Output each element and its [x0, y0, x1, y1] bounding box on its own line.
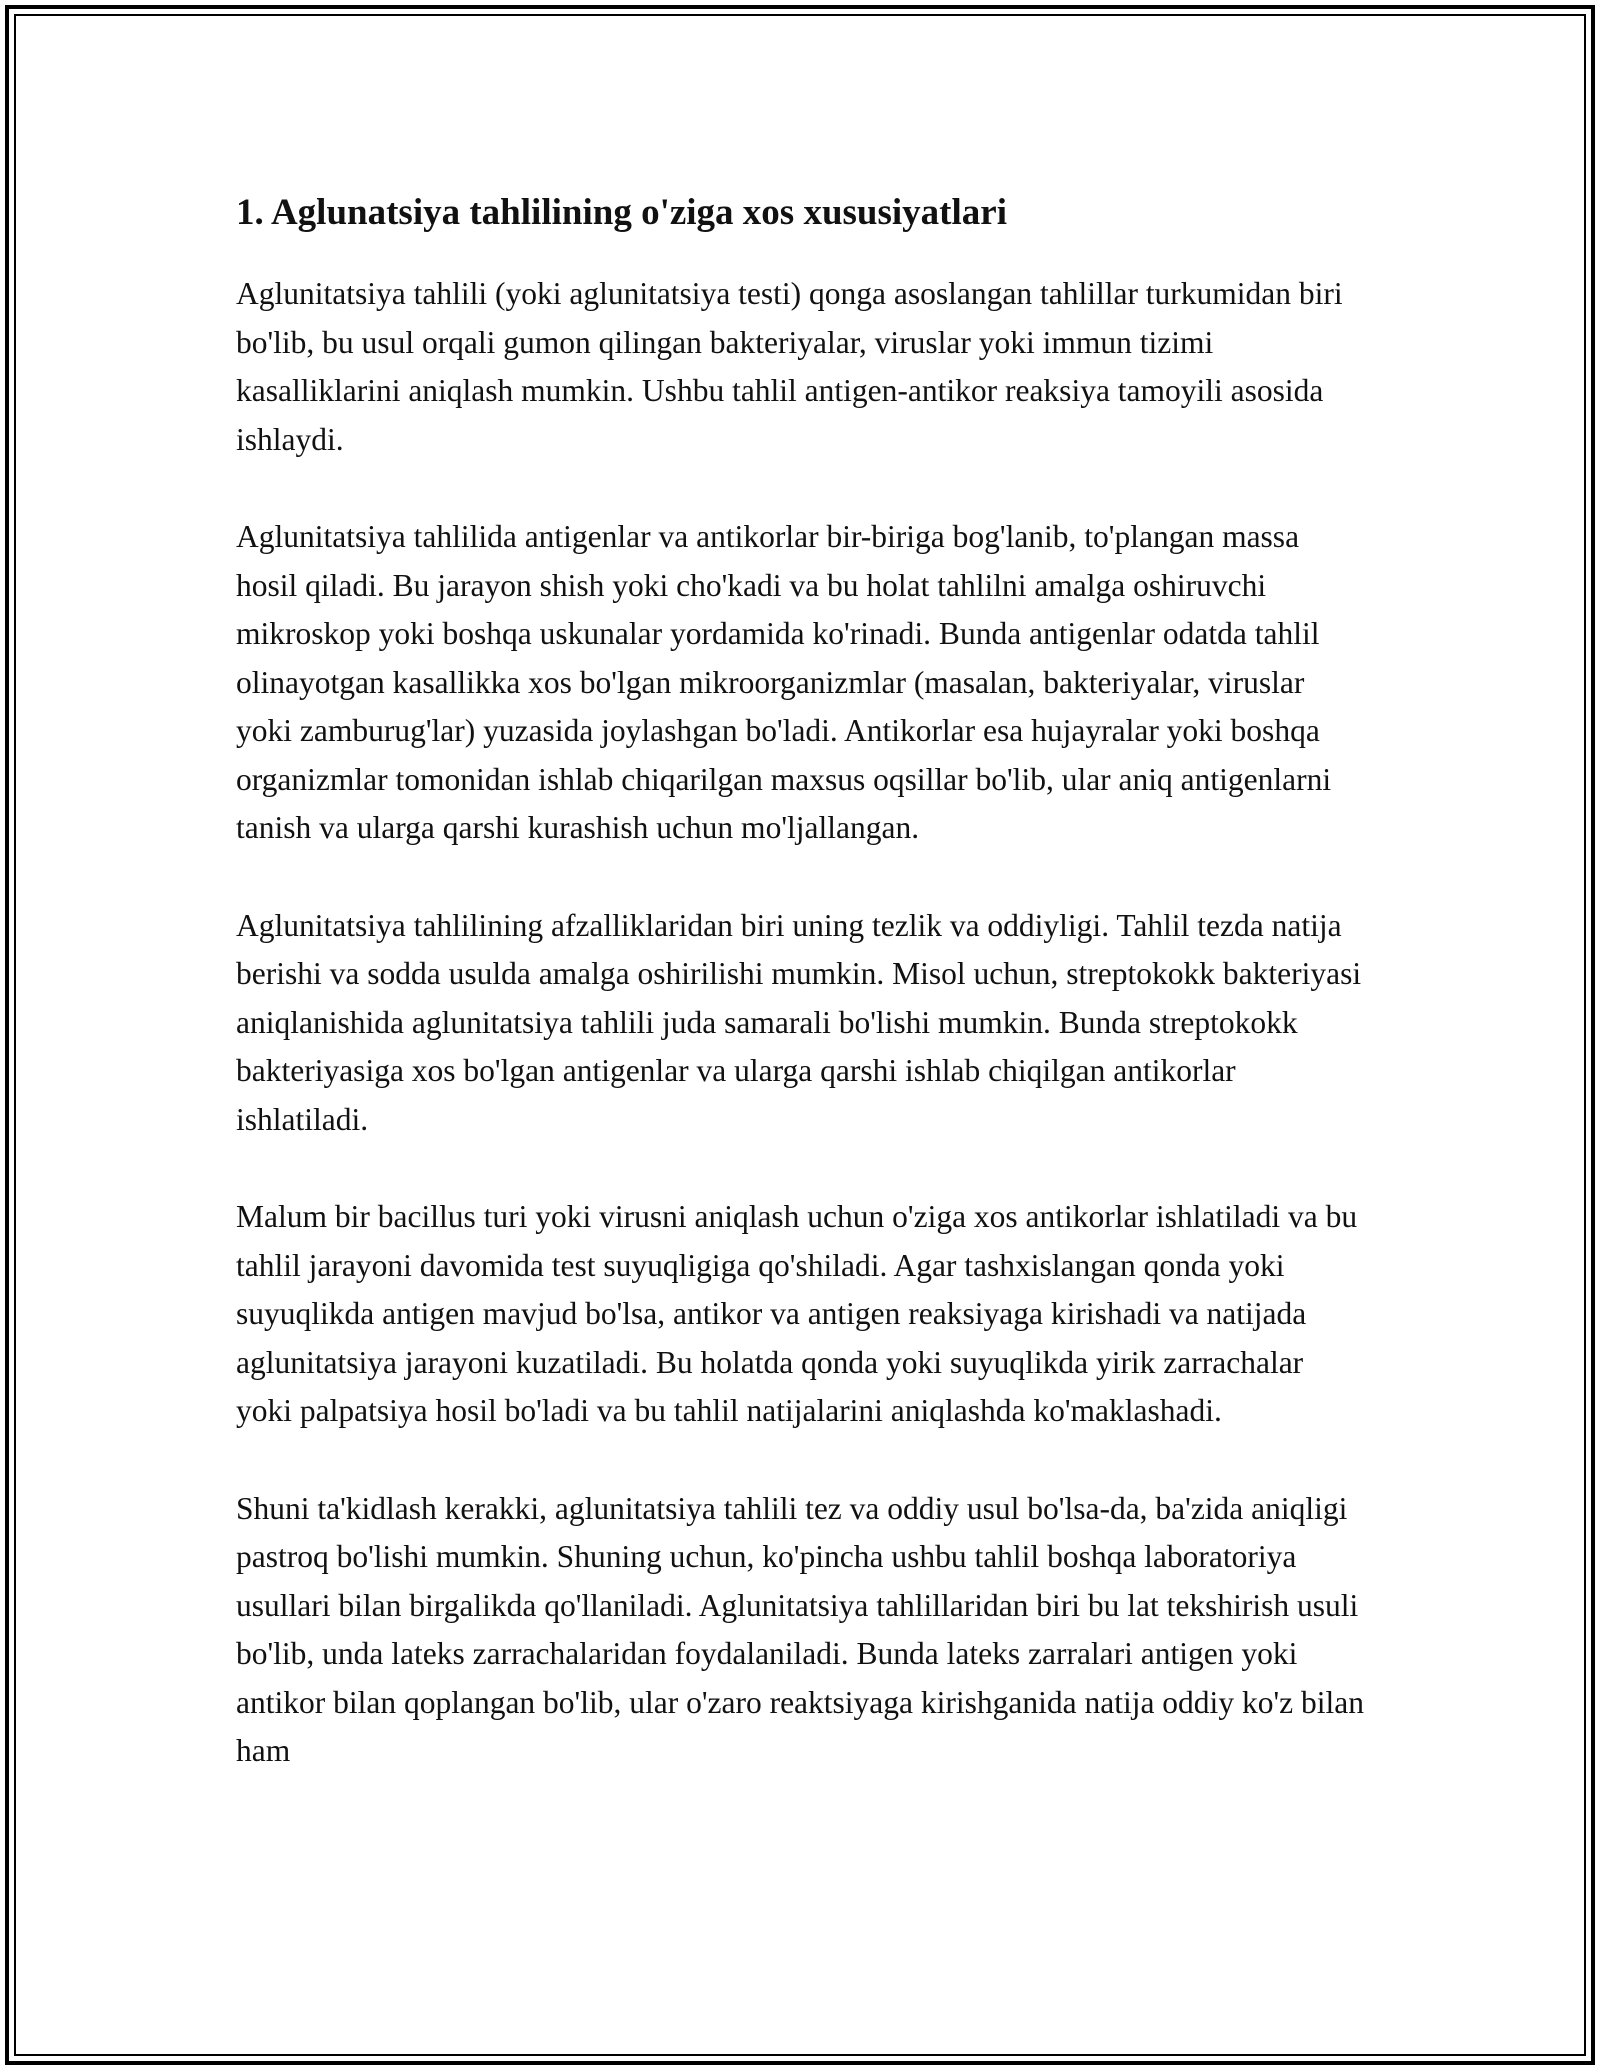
paragraph-4: Malum bir bacillus turi yoki virusni aniqlash uchun o'ziga xos antikorlar ishlatiladi va bu tahlil jarayoni davomida test suyuqligiga qo'shiladi. Agar tashxislangan qonda yoki suyuqlikda antigen mavjud bo'lsa, antikor va antigen reaksiyaga kirishadi va natijada aglunitatsiya jarayoni kuzatiladi. Bu holatda qonda yoki suyuqlikda yirik zarrachalar yoki palpatsiya hosil bo'ladi va bu tahlil natijalarini aniqlashda ko'maklashadi.	[236, 1199, 1358, 1428]
paragraph-5: Shuni ta'kidlash kerakki, aglunitatsiya tahlili tez va oddiy usul bo'lsa-da, ba'zida aniqligi pastroq bo'lishi mumkin. Shuning uchun, ko'pincha ushbu tahlil boshqa laboratoriya usullari bilan birgalikda qo'llaniladi. Aglunitatsiya tahlillaridan biri bu lat tekshirish usuli bo'lib, unda lateks zarrachalaridan foydalaniladi. Bunda lateks zarralari antigen yoki antikor bilan qoplangan bo'lib, ular o'zaro reaktsiyaga kirishganida natija oddiy ko'z bilan ham	[236, 1490, 1364, 1768]
document-body	[236, 184, 1364, 1776]
paragraph-2: Aglunitatsiya tahlilida antigenlar va antikorlar bir-biriga bog'lanib, to'plangan massa hosil qiladi. Bu jarayon shish yoki cho'kadi va bu holat tahlilni amalga oshiruvchi mikroskop yoki boshqa uskunalar yordamida ko'rinadi. Bunda antigenlar odatda tahlil olinayotgan kasallikka xos bo'lgan mikroorganizmlar (masalan, bakteriyalar, viruslar yoki zamburug'lar) yuzasida joylashgan bo'ladi. Antikorlar esa hujayralar yoki boshqa organizmlar tomonidan ishlab chiqarilgan maxsus oqsillar bo'lib, ular aniq antigenlarni tanish va ularga qarshi kurashish uchun mo'ljallangan.	[236, 519, 1332, 845]
paragraph-3: Aglunitatsiya tahlilining afzalliklaridan biri uning tezlik va oddiyligi. Tahlil tezda natija berishi va sodda usulda amalga oshirilishi mumkin. Misol uchun, streptokokk bakteriyasi aniqlanishida aglunitatsiya tahlili juda samarali bo'lishi mumkin. Bunda streptokokk bakteriyasiga xos bo'lgan antigenlar va ularga qarshi ishlab chiqilgan antikorlar ishlatiladi.	[236, 907, 1362, 1137]
section-heading: 1. Aglunatsiya tahlilining o'ziga xos xususiyatlari	[236, 192, 1007, 233]
paragraph-1: Aglunitatsiya tahlili (yoki aglunitatsiya testi) qonga asoslangan tahlillar turkumidan biri bo'lib, bu usul orqali gumon qilingan bakteriyalar, viruslar yoki immun tizimi kasalliklarini aniqlash mumkin. Ushbu tahlil antigen-antikor reaksiya tamoyili asosida ishlaydi.	[236, 276, 1343, 457]
